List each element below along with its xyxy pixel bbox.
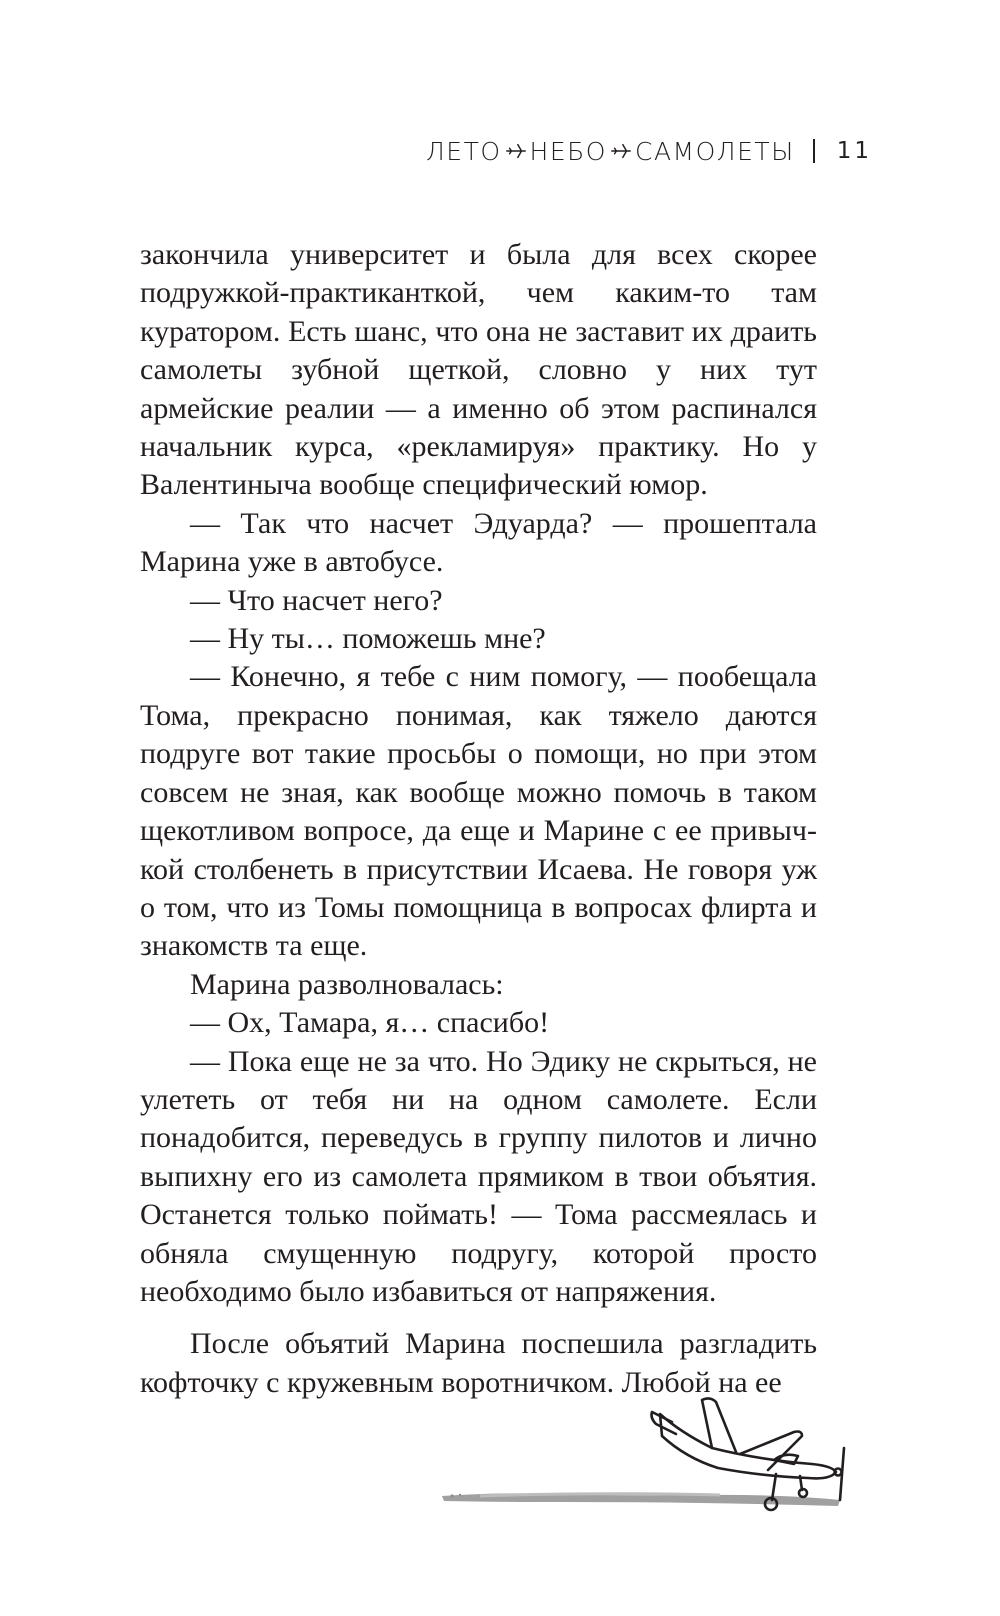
paragraph: — Ох, Тамара, я… спасибо! bbox=[190, 1006, 550, 1040]
running-head-separator bbox=[813, 139, 815, 163]
airplane-illustration bbox=[440, 1392, 860, 1532]
running-head-word-3: САМОЛЕТЫ bbox=[634, 136, 795, 166]
paragraph: — Что насчет него? bbox=[190, 583, 443, 617]
paragraph: — Так что насчет Эдуарда? — прошептала Марина уже в автобусе. bbox=[140, 506, 817, 579]
paragraph: После объятий Марина поспешила разгладить кофточку с кружевным воротничком. Любой на ее bbox=[140, 1327, 817, 1399]
paragraph: Марина разволновалась: bbox=[190, 967, 504, 1001]
running-head-word-2: НЕБО bbox=[529, 136, 607, 166]
plane-icon bbox=[505, 140, 527, 162]
paragraph: — Конечно, я тебе с ним помогу, — пообещала Тома, прекрасно понимая, как тяжело даются подруге вот такие просьбы о помощи, но при этом совсем не зная, как вообще можно помочь в таком щекотливом вопросе, да еще и Марине с ее привычкой столбенеть в присутствии Исаева. Не говоря уж о том, что из Томы помощница в вопросах флирта и знакомств та еще. bbox=[140, 660, 817, 963]
running-head bbox=[426, 131, 872, 171]
running-head-word-1: ЛЕТО bbox=[426, 136, 502, 166]
page-number: 11 bbox=[836, 138, 872, 164]
paragraph: — Пока еще не за что. Но Эдику не скрыться, не улететь от тебя ни на одном самолете. Если понадобится, переведусь в группу пилотов и лично выпихну его из самолета прямиком в твои объятия. Останется только поймать! — Тома рассмеялась и обняла смущенную подругу, которой просто необходимо было избавиться от напряжения. bbox=[140, 1044, 817, 1308]
paragraph: закончила университет и была для всех скорее подружкой-практиканткой, чем каким-то там куратором. Есть шанс, что она не заставит их драить самолеты зубной щеткой, словно у них тут армейские реалии — а именно об этом распинался начальник курса, «рекламируя» практику. Но у Валентиныча вообще специфический юмор. bbox=[140, 238, 817, 502]
paragraph: — Ну ты… поможешь мне? bbox=[190, 622, 546, 656]
body-text bbox=[140, 236, 817, 1402]
plane-icon bbox=[610, 140, 632, 162]
